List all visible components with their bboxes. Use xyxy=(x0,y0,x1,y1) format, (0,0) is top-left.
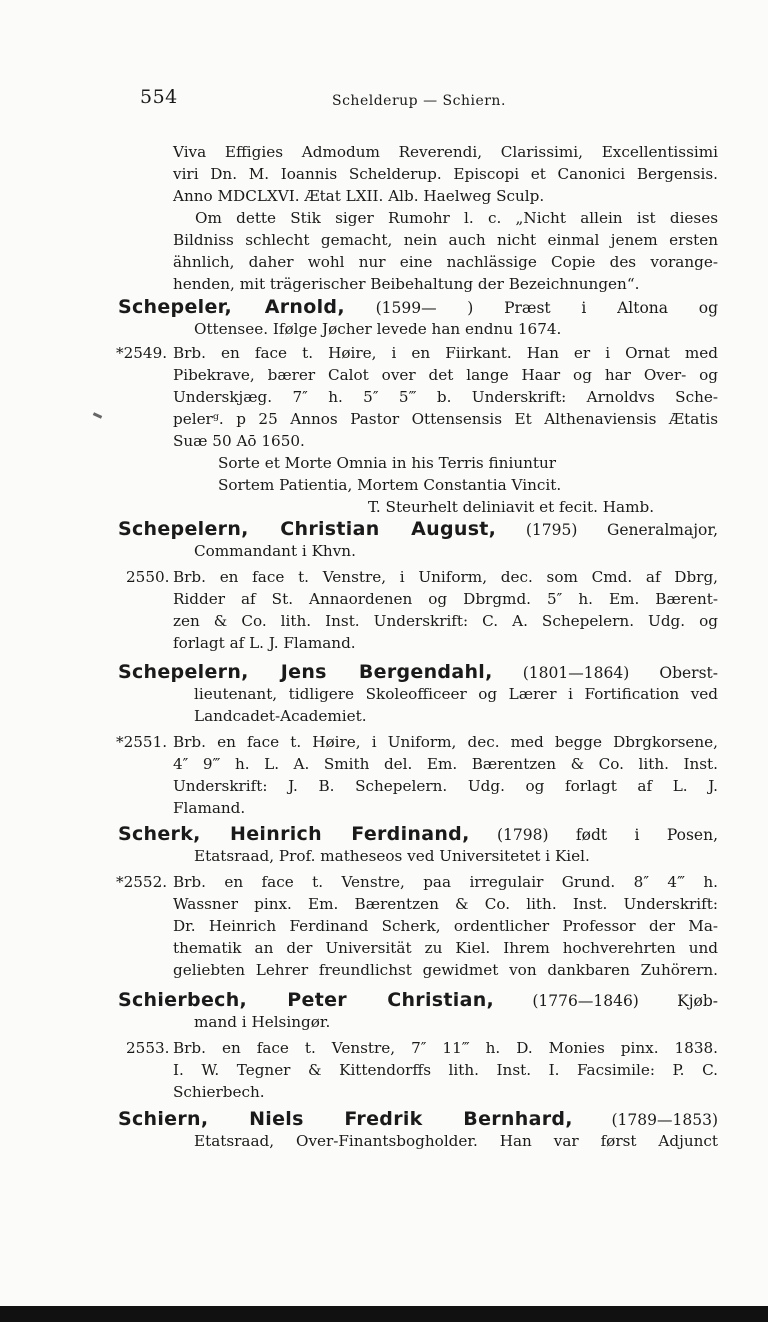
item-line: pelerᵍ. p 25 Annos Pastor Ottensensis Et Althenaviensis Ætatis xyxy=(173,410,718,428)
text-line: Om dette Stik siger Rumohr l. c. „Nicht allein ist dieses xyxy=(195,209,718,227)
page-number: 554 xyxy=(140,86,178,108)
text-line: Bildniss schlecht gemacht, nein auch nicht einmal jenem ersten xyxy=(173,231,718,249)
verse-line: Sortem Patientia, Mortem Constantia Vincit. xyxy=(218,476,562,494)
entry-heading xyxy=(118,518,718,540)
item-number: *2551. xyxy=(116,733,168,751)
item-line: Brb. en face t. Høire, i Uniform, dec. med begge Dbrgkorsene, xyxy=(173,733,718,751)
item-line: geliebten Lehrer freundlichst gewidmet von dankbaren Zuhörern. xyxy=(173,961,718,979)
engraver-credit: T. Steurhelt deliniavit et fecit. Hamb. xyxy=(368,498,655,516)
scan-mark xyxy=(93,412,102,419)
entry-heading xyxy=(118,661,718,683)
text-line: henden, mit trägerischer Beibehaltung der Bezeichnungen“. xyxy=(173,275,640,293)
entry-name: Schierbech, Peter Christian, xyxy=(118,989,495,1011)
item-line: Suæ 50 Aō 1650. xyxy=(173,432,305,450)
item-number: 2553. xyxy=(126,1039,170,1057)
entry-dates: (1801—1864) Oberst- xyxy=(522,664,718,682)
entry-name: Schepeler, Arnold, xyxy=(118,296,345,318)
entry-heading xyxy=(118,1108,718,1130)
entry-bio: mand i Helsingør. xyxy=(194,1013,331,1031)
item-line: Wassner pinx. Em. Bærentzen & Co. lith. Inst. Underskrift: xyxy=(173,895,718,913)
entry-heading xyxy=(118,823,718,845)
item-line: Underskjæg. 7″ h. 5″ 5‴ b. Underskrift: Arnoldvs Sche- xyxy=(173,388,718,406)
item-line: Flamand. xyxy=(173,799,246,817)
entry-bio: Ottensee. Ifølge Jøcher levede han endnu 1674. xyxy=(194,320,562,338)
item-line: Brb. en face t. Venstre, 7″ 11‴ h. D. Monies pinx. 1838. xyxy=(173,1039,718,1057)
item-number: *2552. xyxy=(116,873,168,891)
entry-bio: Landcadet-Academiet. xyxy=(194,707,367,725)
item-line: zen & Co. lith. Inst. Underskrift: C. A. Schepelern. Udg. og xyxy=(173,612,718,630)
text-line: Anno MDCLXVI. Ætat LXII. Alb. Haelweg Sculp. xyxy=(173,187,545,205)
entry-dates: (1798) født i Posen, xyxy=(496,826,719,844)
entry-name: Schepelern, Jens Bergendahl, xyxy=(118,661,493,683)
entry-dates: (1599— ) Præst i Altona og xyxy=(375,299,718,317)
item-line: Dr. Heinrich Ferdinand Scherk, ordentlicher Professor der Ma- xyxy=(173,917,718,935)
text-line: Viva Effigies Admodum Reverendi, Clarissimi, Excellentissimi xyxy=(173,143,718,161)
entry-name: Schepelern, Christian August, xyxy=(118,518,497,540)
entry-name: Schiern, Niels Fredrik Bernhard, xyxy=(118,1108,573,1130)
entry-bio: Etatsraad, Prof. matheseos ved Universitetet i Kiel. xyxy=(194,847,590,865)
item-line: Ridder af St. Annaordenen og Dbrgmd. 5″ h. Em. Bærent- xyxy=(173,590,718,608)
item-line: 4″ 9‴ h. L. A. Smith del. Em. Bærentzen & Co. lith. Inst. xyxy=(173,755,718,773)
text-line: ähnlich, daher wohl nur eine nachlässige Copie des vorange- xyxy=(173,253,718,271)
item-line: thematik an der Universität zu Kiel. Ihrem hochverehrten und xyxy=(173,939,718,957)
running-head: Schelderup — Schiern. xyxy=(332,93,506,109)
entry-heading xyxy=(118,296,718,318)
item-line: Brb. en face t. Høire, i en Fiirkant. Han er i Ornat med xyxy=(173,344,718,362)
item-number: 2550. xyxy=(126,568,170,586)
text-line: viri Dn. M. Ioannis Schelderup. Episcopi et Canonici Bergensis. xyxy=(173,165,718,183)
item-line: I. W. Tegner & Kittendorffs lith. Inst. I. Facsimile: P. C. xyxy=(173,1061,718,1079)
item-line: Underskrift: J. B. Schepelern. Udg. og forlagt af L. J. xyxy=(173,777,718,795)
item-line: Pibekrave, bærer Calot over det lange Haar og har Over- og xyxy=(173,366,718,384)
entry-dates: (1789—1853) xyxy=(611,1111,718,1129)
entry-heading xyxy=(118,989,718,1011)
scan-border xyxy=(0,1306,768,1322)
verse-line: Sorte et Morte Omnia in his Terris finiuntur xyxy=(218,454,557,472)
item-line: Schierbech. xyxy=(173,1083,265,1101)
entry-name: Scherk, Heinrich Ferdinand, xyxy=(118,823,470,845)
entry-bio: lieutenant, tidligere Skoleofficeer og Lærer i Fortification ved xyxy=(194,685,718,703)
entry-dates: (1795) Generalmajor, xyxy=(525,521,718,539)
entry-dates: (1776—1846) Kjøb- xyxy=(532,992,719,1010)
entry-bio: Commandant i Khvn. xyxy=(194,542,356,560)
item-number: *2549. xyxy=(116,344,168,362)
item-line: Brb. en face t. Venstre, i Uniform, dec. som Cmd. af Dbrg, xyxy=(173,568,718,586)
item-line: forlagt af L. J. Flamand. xyxy=(173,634,356,652)
entry-bio: Etatsraad, Over-Finantsbogholder. Han var først Adjunct xyxy=(194,1132,718,1150)
item-line: Brb. en face t. Venstre, paa irregulair Grund. 8″ 4‴ h. xyxy=(173,873,718,891)
